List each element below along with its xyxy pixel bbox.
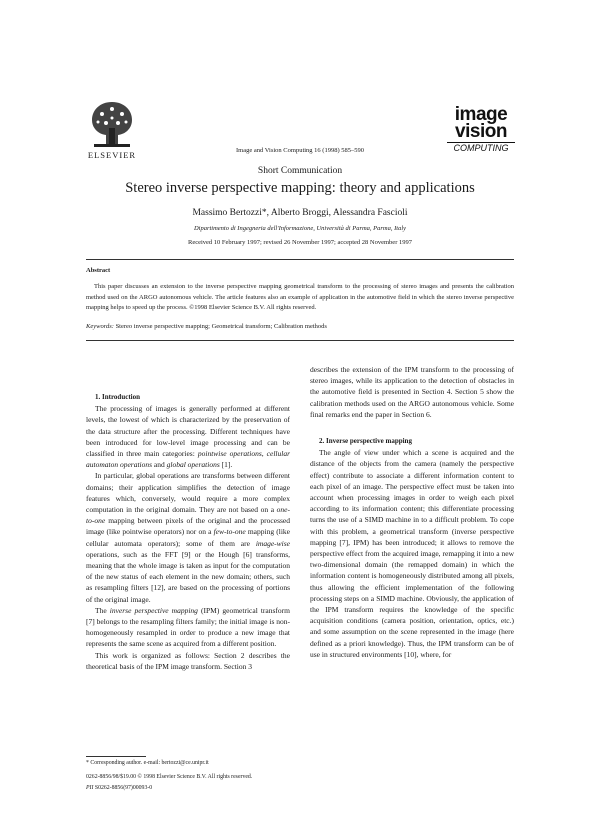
section1-heading: 1. Introduction: [95, 393, 140, 401]
abstract-body: This paper discusses an extension to the inverse perspective mapping geometrical transform to the processing of stereo images and presents the calibration method used on the ARGO autonomous vehicle. The article features also an example of application in the automotive field in which the stereo inverse perspective mapping helps to speed up the process. ©1998 Elsevier Science B.V. All rights reserved.: [86, 283, 514, 311]
affiliation: Dipartimento di Ingegneria dell'Informazione, Università di Parma, Parma, Italy: [193, 225, 407, 232]
left-column: [86, 392, 290, 672]
journal-logo-line1: image: [454, 104, 508, 125]
journal-citation: Image and Vision Computing 16 (1998) 585–590: [235, 147, 365, 154]
paragraph: In particular, global operations are transforms between different domains; their application simplifies the detection of image features which, conversely, would require a more complex computation in the original domain. They are not based on a one-to-one mapping between pixels of the original and the processed image (like pointwise operators) nor on a few-to-one mapping (like cellular automata operators); some of them are image-wise operations, such as the FFT [9] or the Hough [6] transforms, meaning that the whole image is taken as input for the computation of the new status of each element in the new domain; others, such as resampling filters [12], are based on the processing of portions of the original image.: [86, 471, 290, 604]
journal-logo: [447, 105, 515, 153]
right-column: [310, 364, 514, 660]
keywords: [86, 323, 514, 330]
paragraph: The angle of view under which a scene is acquired and the distance of the objects from the camera (namely the perspective effect) contribute to associate a different information content to each pixel of an image. The perspective effect must be taken into account when processing images in order to weigh each pixel according to its information content; this differentiate processing turns the use of a SIMD machine in to a difficult problem. To cope with this problem, a geometrical transform (inverse perspective mapping [7], IPM) has been introduced; it allows to remove the perspective effect from the acquired image, remapping it into a new two-dimensional domain (the remapped domain) in which the information content is homogeneously distributed among all pixels, thus allowing the efficient implementation of the following processing steps on a SIMD machine. Obviously, the application of the IPM transform requires the knowledge of the specific acquisition conditions (camera position, orientation, optics, etc.) and some assumption on the scene represented in the image (here defined as a priori knowledge). Thus, the IPM transform can be of use in structured environments [10], where, for: [310, 448, 514, 659]
section-type: Short Communication: [257, 166, 343, 176]
footnote-rule: [86, 756, 146, 757]
journal-logo-line3: COMPUTING: [447, 142, 515, 153]
corresponding-author-footnote: * Corresponding author. e-mail: bertozzi@ce.unipr.it: [86, 760, 209, 766]
pii-line: [86, 785, 152, 791]
section2-heading: 2. Inverse perspective mapping: [319, 437, 412, 446]
author-list: Massimo Bertozzi*, Alberto Broggi, Alessandra Fascioli: [192, 208, 408, 218]
publisher-name: ELSEVIER: [87, 150, 137, 160]
abstract-top-rule: [86, 259, 514, 260]
pii-value: S0262-8856(97)00093-0: [94, 785, 153, 791]
article-dates: Received 10 February 1997; revised 26 November 1997; accepted 28 November 1997: [187, 239, 412, 246]
paper-title: Stereo inverse perspective mapping: theory and applications: [125, 180, 475, 196]
journal-logo-line2: vision: [455, 121, 507, 142]
keywords-label: Keywords:: [86, 323, 114, 330]
paragraph: The processing of images is generally performed at different levels, the lowest of which is characterized by the preservation of the data structure after the processing. Different techniques have been introduced for low-level image processing and can be classified in three main categories: pointwise operations, cellular automaton operations and global operations [1].: [86, 404, 290, 470]
paragraph: This work is organized as follows: Section 2 describes the theoretical basis of the IPM image transform. Section 3: [86, 650, 290, 671]
copyright-line: 0262-8856/98/$19.00 © 1998 Elsevier Science B.V. All rights reserved.: [86, 774, 253, 780]
paragraph-continuation: describes the extension of the IPM transform to the processing of stereo images, while its application to the detection of obstacles in the automotive field is presented in Section 4. Section 5 show the calibration methods used on the ARGO autonomous vehicle. Some final remarks end the paper in Section 6.: [310, 365, 514, 419]
paragraph: The inverse perspective mapping (IPM) geometrical transform [7] belongs to the resampling filters family; the initial image is non-homogeneously resampled in order to produce a new image that represents the same scene as acquired from a different position.: [86, 605, 290, 649]
abstract-bottom-rule: [86, 340, 514, 341]
pii-label: PII: [86, 785, 94, 791]
keywords-list: Stereo inverse perspective mapping; Geometrical transform; Calibration methods: [115, 323, 327, 330]
abstract-heading: Abstract: [86, 267, 111, 274]
